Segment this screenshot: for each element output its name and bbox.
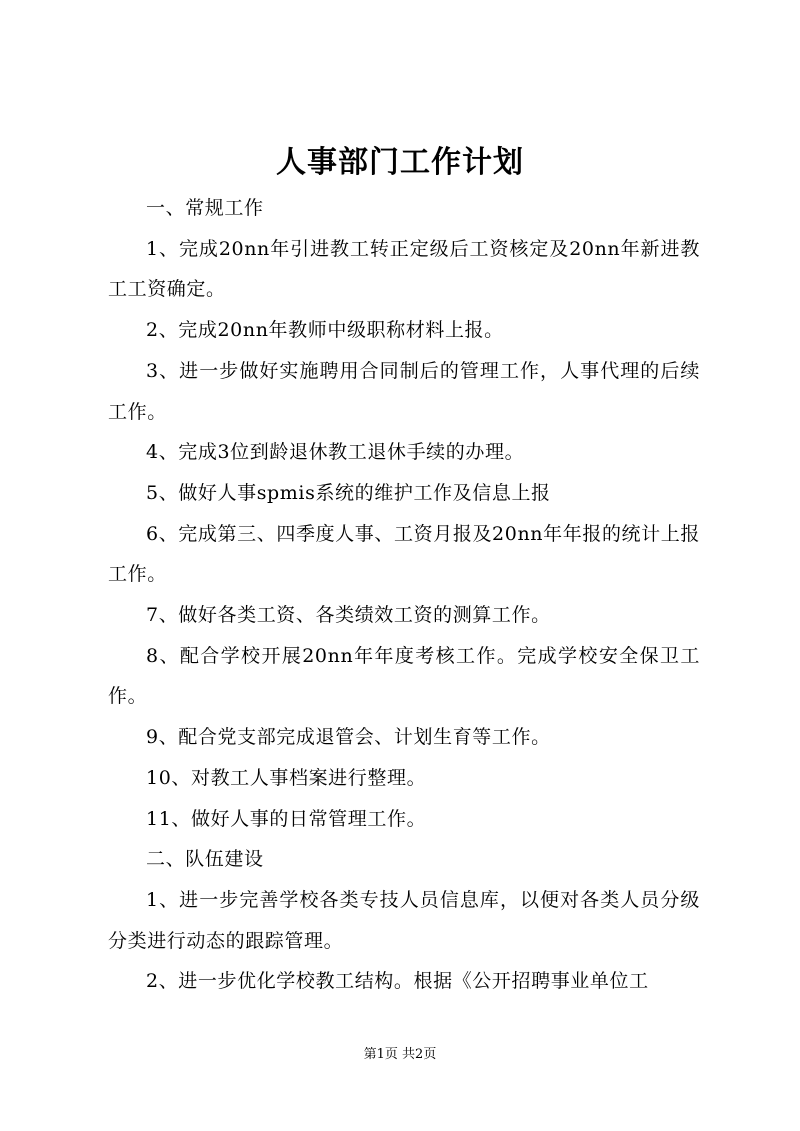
paragraph: 5、做好人事spmis系统的维护工作及信息上报 — [146, 481, 551, 504]
paragraph: 3、进一步做好实施聘用合同制后的管理工作，人事代理的后续工作。 — [108, 359, 700, 423]
document-body — [108, 188, 700, 1002]
paragraph: 2、完成20nn年教师中级职称材料上报。 — [146, 319, 504, 342]
paragraph: 2、进一步优化学校教工结构。根据《公开招聘事业单位工 — [146, 970, 649, 993]
paragraph: 1、进一步完善学校各类专技人员信息库，以便对各类人员分级分类进行动态的跟踪管理。 — [108, 888, 700, 952]
paragraph: 10、对教工人事档案进行整理。 — [146, 766, 427, 789]
paragraph: 8、配合学校开展20nn年年度考核工作。完成学校安全保卫工作。 — [108, 644, 700, 708]
section-heading: 二、队伍建设 — [146, 848, 264, 871]
paragraph: 9、配合党支部完成退管会、计划生育等工作。 — [146, 726, 551, 749]
page-footer: 第1页 共2页 — [363, 1047, 437, 1062]
paragraph: 7、做好各类工资、各类绩效工资的测算工作。 — [146, 604, 551, 627]
paragraph: 11、做好人事的日常管理工作。 — [146, 807, 427, 830]
paragraph: 4、完成3位到龄退休教工退休手续的办理。 — [146, 441, 525, 464]
document-title: 人事部门工作计划 — [276, 145, 524, 180]
section-heading: 一、常规工作 — [146, 197, 264, 219]
paragraph: 6、完成第三、四季度人事、工资月报及20nn年年报的统计上报工作。 — [108, 522, 700, 586]
paragraph: 1、完成20nn年引进教工转正定级后工资核定及20nn年新进教工工资确定。 — [108, 237, 700, 301]
